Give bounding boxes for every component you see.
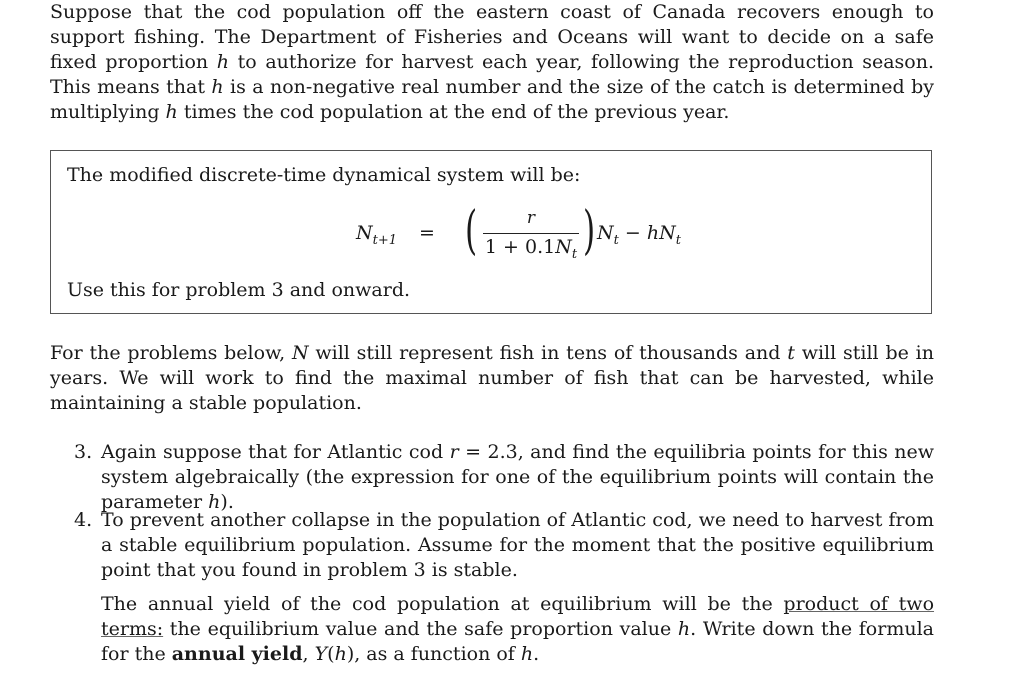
box-lead-text: The modified discrete-time dynamical system will be: [67,164,581,186]
problem-text-part: , [302,643,315,665]
rhs-var: N [597,222,614,244]
problem-text-part: Again suppose that for Atlantic cod [101,441,450,463]
rhs-h: h [646,222,660,244]
den-sub: t [571,246,578,262]
den-const: 1 + 0.1 [484,236,556,258]
problem-text-part: ). [220,491,234,513]
intro-paragraph [50,0,934,125]
problem-text-part: ( [327,643,335,665]
intro-text: Suppose that the cod population off the eastern coast of Canada recovers enough to support fishing. The Department of Fisheries and Oceans will want to decide on a safe fixed proportion [50,1,934,73]
minus-sign: − [618,222,647,244]
rhs-var2: N [659,222,676,244]
lhs-var: N [356,222,373,244]
underlined-phrase: product of two terms: [101,593,935,640]
rhs-sub: t [613,232,619,248]
system-box [50,150,932,314]
var-h: h [165,101,178,123]
var-h: h [677,618,691,640]
para-text: will still represent fish in tens of thousands and [308,342,788,364]
denominator [481,234,581,260]
problem-number: 4. [74,509,93,531]
para-text: For the problems below, [50,342,292,364]
var-Y: Y [314,643,328,665]
equation-lhs [356,221,397,253]
problem-text: To prevent another collapse in the population of Atlantic cod, we need to harvest from a stable equilibrium population. Assume for the moment that the positive equilibrium point that you found in problem 3 is stable. [101,509,934,581]
lhs-sub: t+1 [372,232,398,248]
problem-number: 3. [74,441,93,463]
problem-text-part: the equilibrium value and the safe proportion value [163,618,678,640]
var-h: h [208,491,221,513]
problem-4-yield-paragraph [101,592,934,667]
var-h: h [520,643,534,665]
equals-sign: = [419,222,435,244]
problem-text [101,440,934,515]
var-N: N [291,342,309,364]
var-t: t [787,342,795,364]
problem-text-part: ), as a function of [346,643,521,665]
left-paren: ( [465,201,478,261]
den-var: N [555,236,572,258]
equation-rhs [597,221,681,253]
intro-text: to authorize for harvest each year, following the reproduction season. This means that [50,51,934,98]
var-h: h [211,76,224,98]
rhs-sub2: t [675,232,681,248]
fraction [481,205,581,260]
system-equation [351,201,751,265]
problem-text-part: . Write down the formula for the [101,618,934,665]
var-h: h [334,643,347,665]
var-h: h [216,51,230,73]
para-text: will still be in years. We will work to find the maximal number of fish that can be harvested, while maintaining a stable population. [50,342,934,414]
problem-text-part: . [533,643,540,665]
bold-phrase: annual yield [171,643,303,665]
intro-text: times the cod population at the end of the previous year. [177,101,730,123]
var-r: r [449,441,459,463]
problems-intro-paragraph [50,341,934,416]
problem-text-part: = 2.3, and find the equilibria points for this new system algebraically (the expression for one of the equilibrium points will contain the parameter [101,441,935,513]
right-paren: ) [583,201,596,261]
box-use-text: Use this for problem 3 and onward. [67,279,411,301]
numerator: r [526,208,536,228]
intro-text: is a non-negative real number and the size of the catch is determined by multiplying [50,76,934,123]
problem-text-part: The annual yield of the cod population at equilibrium will be the [101,593,784,615]
